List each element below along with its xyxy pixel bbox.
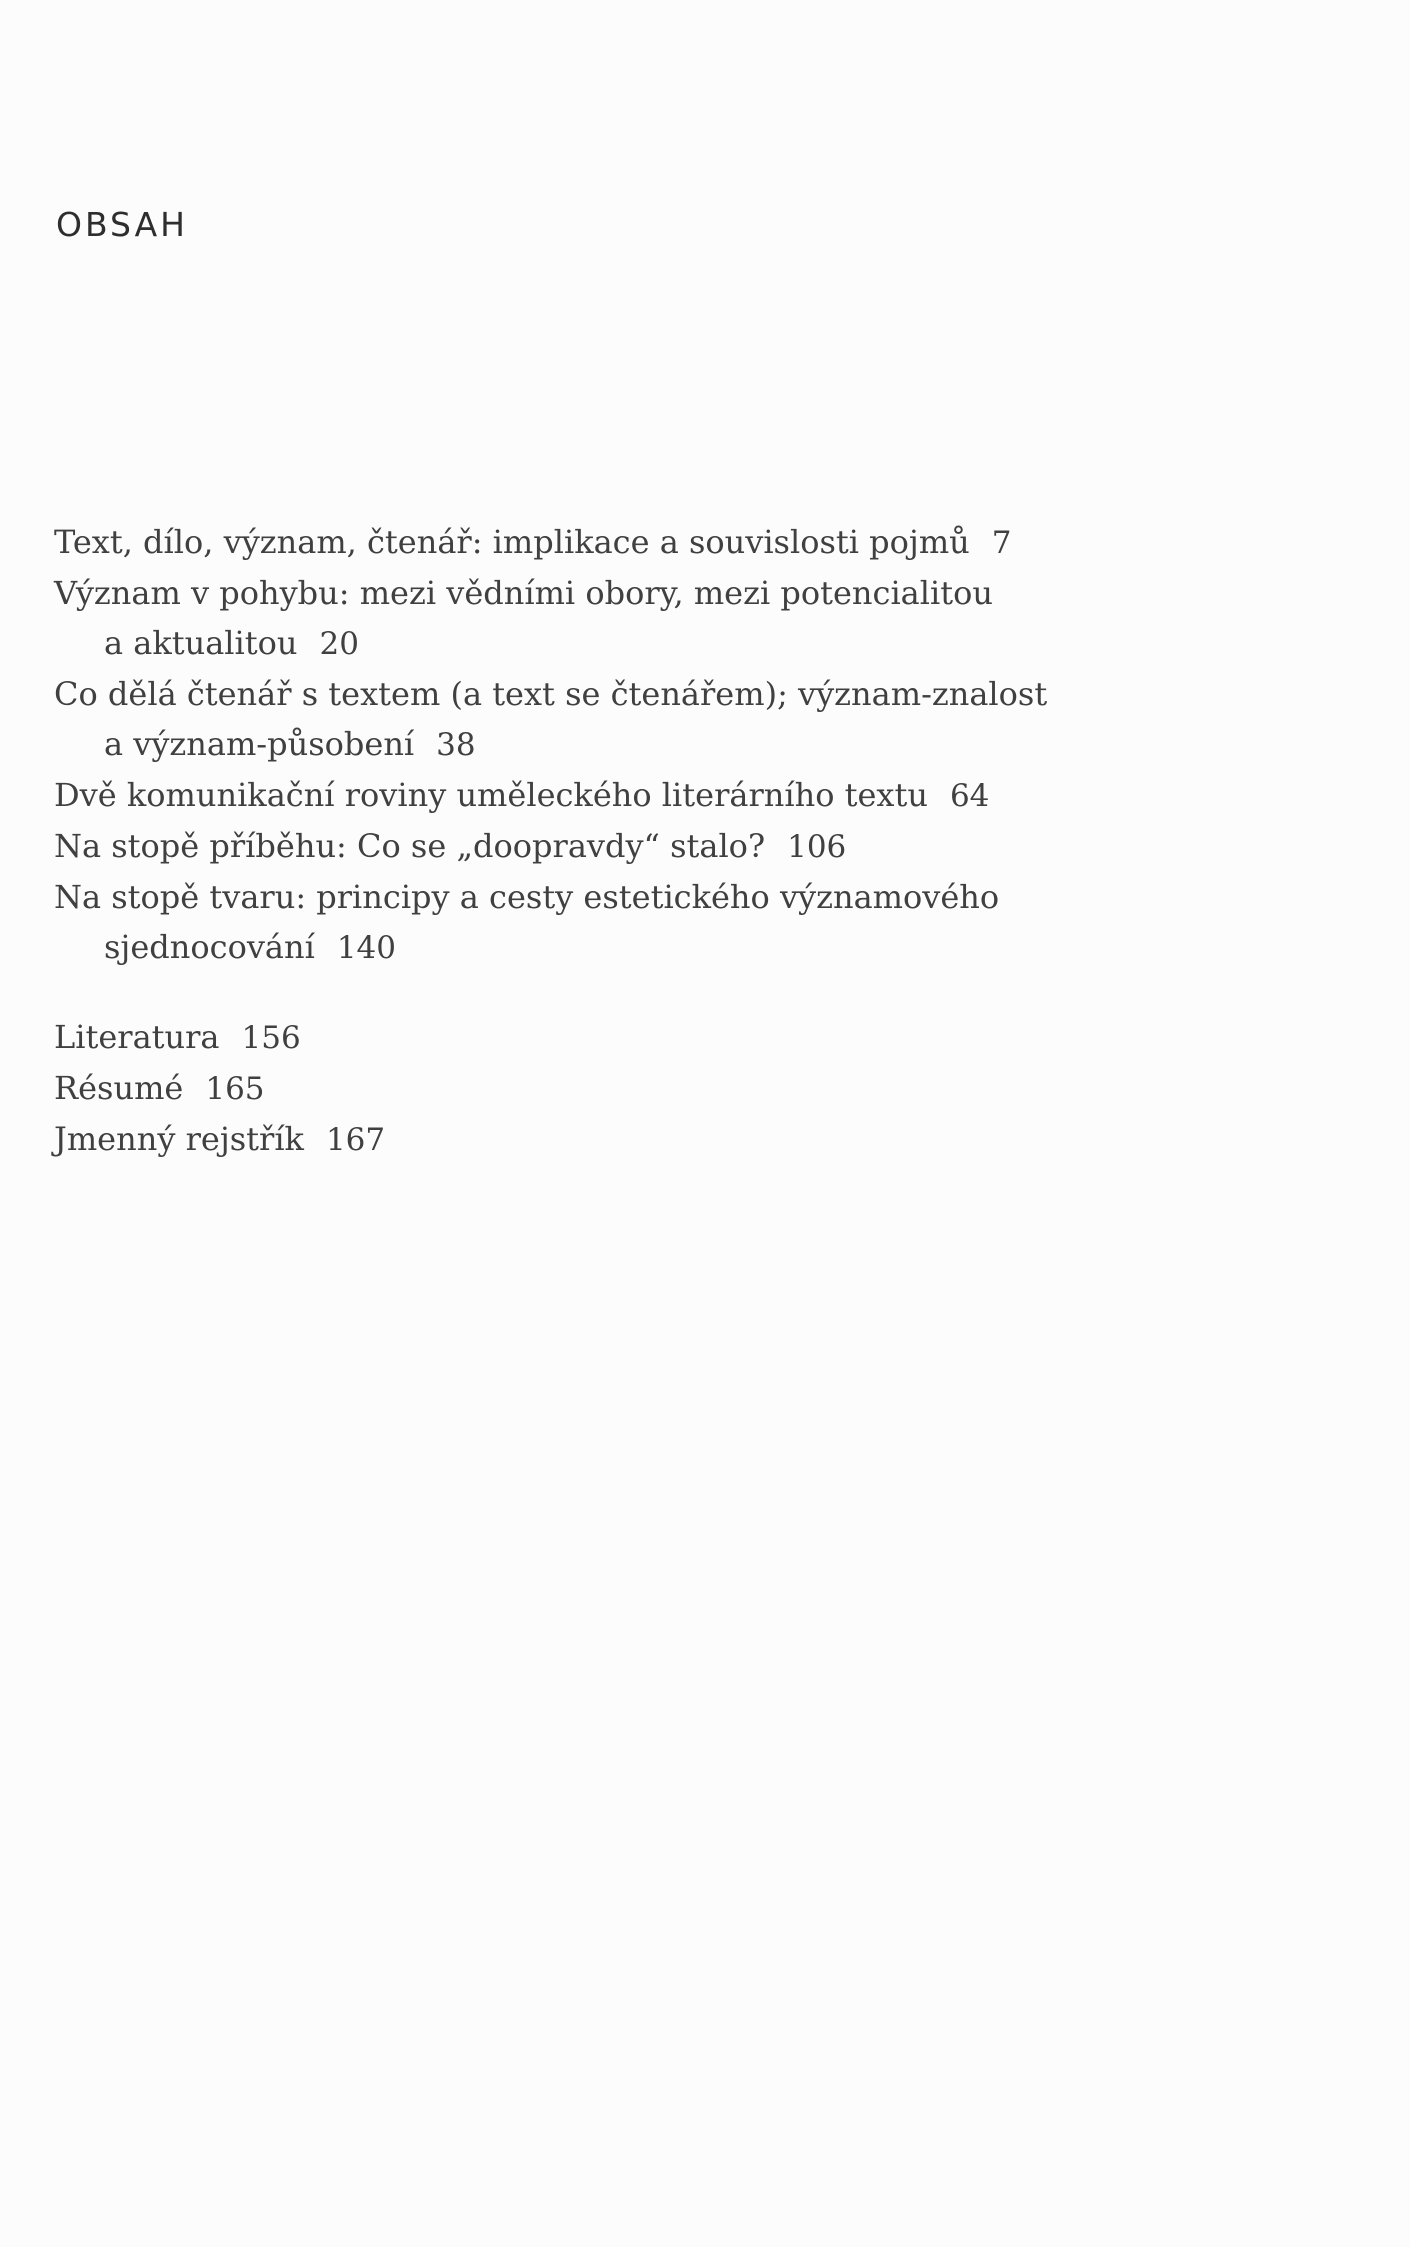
- back-matter-page: 167: [325, 1122, 386, 1158]
- toc-entry-page: 140: [336, 930, 396, 966]
- toc-entry-title: Dvě komunikační roviny uměleckého literárního textu: [54, 776, 928, 814]
- back-matter-title: Résumé: [54, 1069, 184, 1107]
- toc-entry-title: Text, dílo, význam, čtenář: implikace a souvislosti pojmů: [54, 523, 970, 561]
- toc-entry-page: 106: [787, 829, 847, 865]
- toc-entry-title: Na stopě tvaru: principy a cesty estetického významového: [54, 878, 1000, 916]
- toc-entry-continuation: [54, 719, 1254, 770]
- toc-entry-title-cont: a aktualitou: [104, 624, 298, 662]
- table-of-contents: [54, 517, 1254, 973]
- back-matter-page: 165: [205, 1071, 265, 1107]
- toc-entry-title: Význam v pohybu: mezi vědními obory, mezi potencialitou: [54, 574, 993, 612]
- toc-entry-page: 20: [319, 626, 359, 662]
- toc-entry-page: 7: [991, 525, 1012, 561]
- back-matter-title: Literatura: [54, 1018, 220, 1056]
- toc-entry: [54, 568, 1254, 669]
- back-matter-entry: [54, 1012, 1254, 1063]
- back-matter-title: Jmenný rejstřík: [54, 1120, 304, 1158]
- toc-entry-title-cont: a význam-působení: [104, 725, 415, 763]
- toc-entry-title: Co dělá čtenář s textem (a text se čtenářem); význam-znalost: [54, 675, 1048, 713]
- back-matter-entry: [54, 1063, 1254, 1114]
- toc-entry-continuation: [54, 618, 1254, 669]
- back-matter-page: 156: [241, 1020, 301, 1056]
- back-matter-list: [54, 1012, 1254, 1165]
- contents-heading: OBSAH: [56, 205, 188, 244]
- toc-entry: [54, 821, 1254, 872]
- toc-entry-title-cont: sjednocování: [104, 928, 315, 966]
- toc-entry: [54, 770, 1254, 821]
- toc-entry-page: 38: [436, 727, 476, 763]
- toc-entry-continuation: [54, 922, 1254, 973]
- back-matter-entry: [54, 1114, 1254, 1165]
- toc-entry-page: 64: [949, 778, 990, 814]
- toc-entry: [54, 669, 1254, 770]
- toc-entry-title: Na stopě příběhu: Co se „doopravdy“ stalo?: [54, 827, 766, 865]
- toc-entry: [54, 517, 1254, 568]
- toc-entry: [54, 872, 1254, 973]
